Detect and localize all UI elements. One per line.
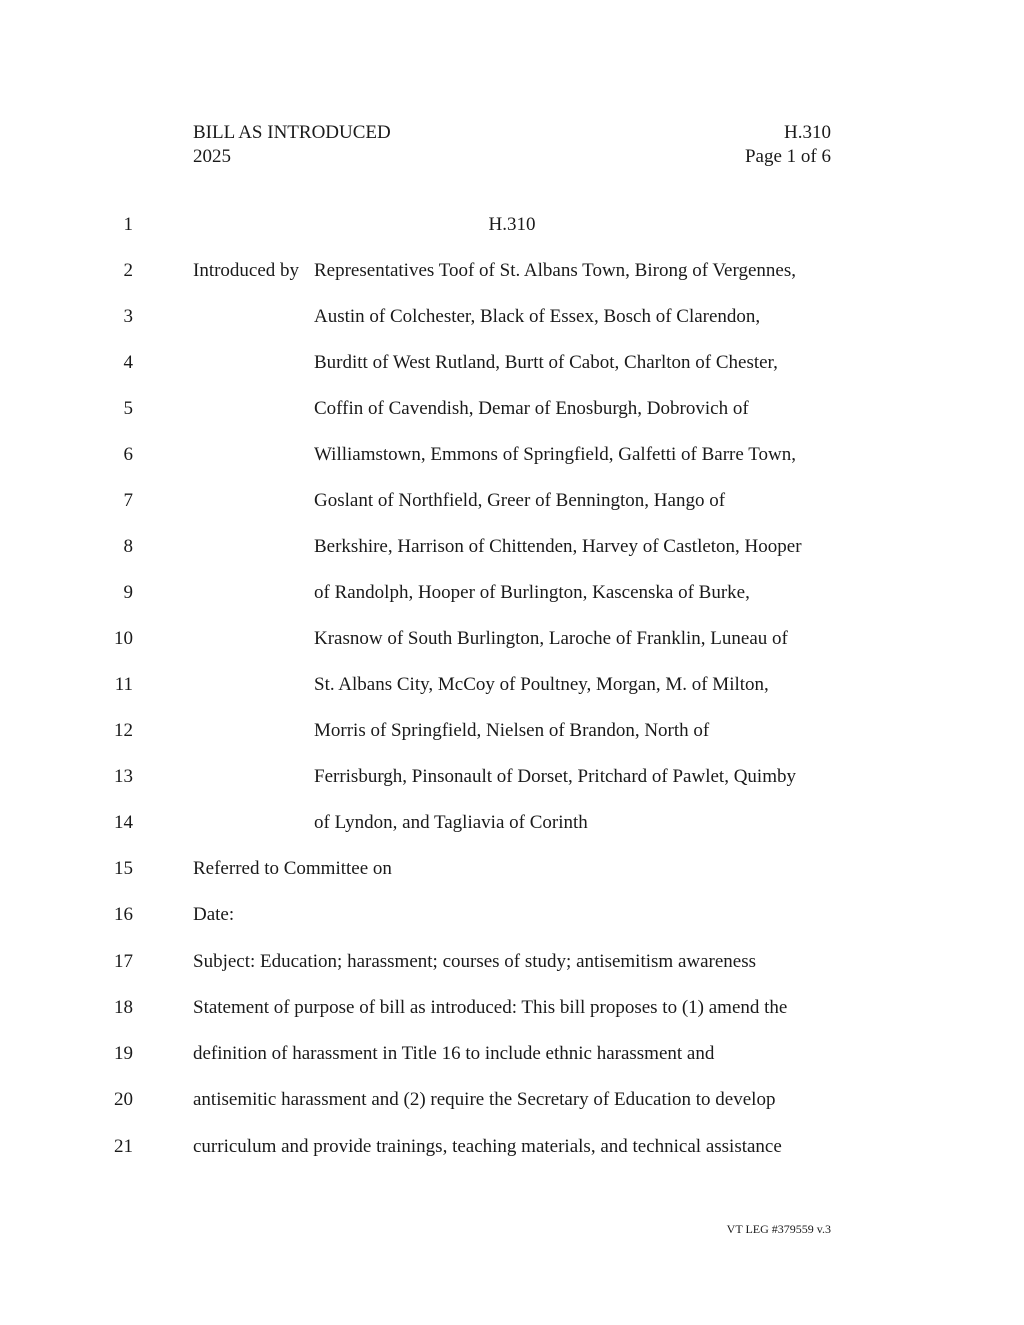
sponsors-text: of Lyndon, and Tagliavia of Corinth bbox=[314, 812, 588, 833]
line-1 bbox=[0, 214, 1024, 260]
line-16 bbox=[0, 904, 1024, 950]
statement-of-purpose: definition of harassment in Title 16 to include ethnic harassment and bbox=[193, 1043, 715, 1064]
referred-to-committee: Referred to Committee on bbox=[193, 858, 392, 879]
line-7 bbox=[0, 490, 1024, 536]
bill-number: H.310 bbox=[784, 122, 831, 143]
line-number: 9 bbox=[123, 582, 133, 603]
line-number: 10 bbox=[114, 628, 133, 649]
line-number: 2 bbox=[123, 260, 133, 281]
line-number: 12 bbox=[114, 720, 133, 741]
line-19 bbox=[0, 1043, 1024, 1089]
line-number: 21 bbox=[114, 1136, 133, 1157]
page-indicator: Page 1 of 6 bbox=[744, 146, 831, 167]
sponsors-text: St. Albans City, McCoy of Poultney, Morgan, M. of Milton, bbox=[314, 674, 769, 695]
line-10 bbox=[0, 628, 1024, 674]
statement-of-purpose: curriculum and provide trainings, teaching materials, and technical assistance bbox=[193, 1136, 782, 1157]
sponsors-text: of Randolph, Hooper of Burlington, Kascenska of Burke, bbox=[314, 582, 750, 603]
sponsors-text: Representatives Toof of St. Albans Town, Birong of Vergennes, bbox=[314, 260, 796, 281]
sponsors-text: Berkshire, Harrison of Chittenden, Harvey of Castleton, Hooper bbox=[314, 536, 802, 557]
statement-of-purpose: Statement of purpose of bill as introduced: This bill proposes to (1) amend the bbox=[193, 997, 788, 1018]
sponsors-text: Burditt of West Rutland, Burtt of Cabot, Charlton of Chester, bbox=[314, 352, 778, 373]
introduced-by-label: Introduced by bbox=[193, 260, 300, 281]
line-number: 7 bbox=[123, 490, 133, 511]
line-5 bbox=[0, 398, 1024, 444]
line-number: 19 bbox=[114, 1043, 133, 1064]
line-number: 18 bbox=[114, 997, 133, 1018]
line-number: 20 bbox=[114, 1089, 133, 1110]
sponsors-text: Morris of Springfield, Nielsen of Brandon, North of bbox=[314, 720, 710, 741]
line-3 bbox=[0, 306, 1024, 352]
line-number: 4 bbox=[123, 352, 133, 373]
line-15 bbox=[0, 858, 1024, 904]
line-17 bbox=[0, 951, 1024, 997]
date-label: Date: bbox=[193, 904, 235, 925]
document-id-footer: VT LEG #379559 v.3 bbox=[726, 1222, 831, 1236]
line-20 bbox=[0, 1089, 1024, 1135]
sponsors-text: Ferrisburgh, Pinsonault of Dorset, Pritchard of Pawlet, Quimby bbox=[314, 766, 796, 787]
line-9 bbox=[0, 582, 1024, 628]
line-number: 8 bbox=[123, 536, 133, 557]
page-header-right bbox=[745, 122, 831, 170]
statement-of-purpose: antisemitic harassment and (2) require the Secretary of Education to develop bbox=[193, 1089, 776, 1110]
bill-status: BILL AS INTRODUCED bbox=[193, 122, 391, 143]
subject-line: Subject: Education; harassment; courses of study; antisemitism awareness bbox=[193, 951, 757, 972]
line-6 bbox=[0, 444, 1024, 490]
line-number: 6 bbox=[123, 444, 133, 465]
line-2 bbox=[0, 260, 1024, 306]
line-21 bbox=[0, 1136, 1024, 1182]
line-number: 14 bbox=[114, 812, 133, 833]
line-14 bbox=[0, 812, 1024, 858]
line-18 bbox=[0, 997, 1024, 1043]
line-number: 17 bbox=[114, 951, 133, 972]
line-number: 15 bbox=[114, 858, 133, 879]
sponsors-text: Coffin of Cavendish, Demar of Enosburgh, Dobrovich of bbox=[314, 398, 749, 419]
bill-title: H.310 bbox=[488, 214, 536, 235]
line-13 bbox=[0, 766, 1024, 812]
sponsors-text: Austin of Colchester, Black of Essex, Bosch of Clarendon, bbox=[314, 306, 761, 327]
line-12 bbox=[0, 720, 1024, 766]
sponsors-text: Krasnow of South Burlington, Laroche of Franklin, Luneau of bbox=[314, 628, 788, 649]
line-number: 11 bbox=[114, 674, 133, 695]
line-number: 1 bbox=[123, 214, 133, 235]
line-8 bbox=[0, 536, 1024, 582]
line-4 bbox=[0, 352, 1024, 398]
line-number: 5 bbox=[123, 398, 133, 419]
page-header-left bbox=[193, 122, 391, 170]
line-11 bbox=[0, 674, 1024, 720]
sponsors-text: Williamstown, Emmons of Springfield, Galfetti of Barre Town, bbox=[314, 444, 796, 465]
bill-year: 2025 bbox=[193, 146, 231, 167]
line-number: 16 bbox=[114, 904, 133, 925]
line-number: 13 bbox=[114, 766, 133, 787]
sponsors-text: Goslant of Northfield, Greer of Bennington, Hango of bbox=[314, 490, 726, 511]
line-number: 3 bbox=[123, 306, 133, 327]
